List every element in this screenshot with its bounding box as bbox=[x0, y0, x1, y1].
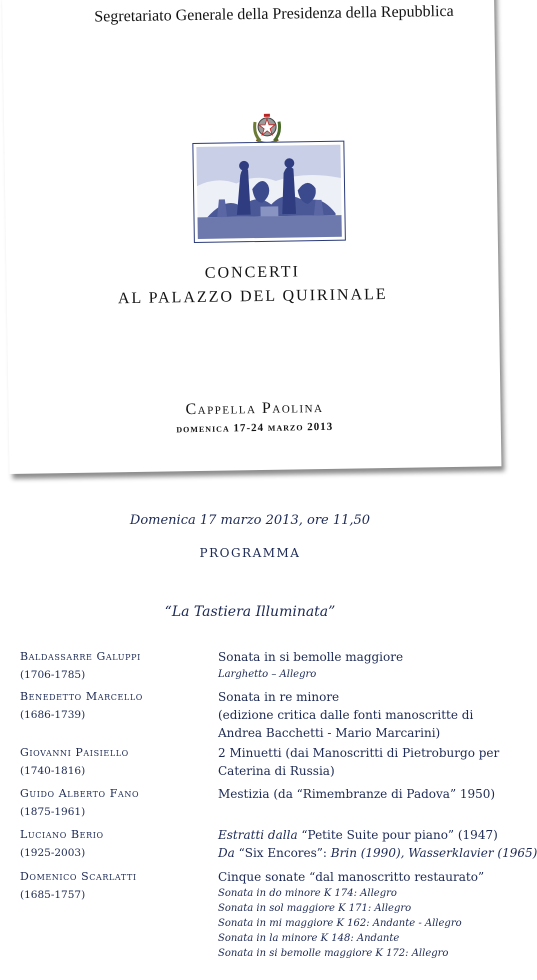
composer-name-text: Domenico Scarlatti bbox=[20, 870, 137, 883]
work-title: 2 Minuetti (dai Manoscritti di Pietroburgo per bbox=[218, 746, 500, 760]
composer-name-text: Luciano Berio bbox=[20, 828, 104, 841]
sonata-item: Sonata in si bemolle maggiore K 172: Allegro bbox=[218, 948, 449, 959]
work-movements: Larghetto – Allegro bbox=[218, 669, 317, 680]
composer-years: (1685-1757) bbox=[20, 889, 86, 901]
venue: Cappella Paolina bbox=[185, 399, 324, 419]
composer-name bbox=[20, 648, 210, 684]
work-title: Sonata in re minore bbox=[218, 690, 340, 704]
work-title bbox=[218, 826, 498, 844]
composer-years: (1925-2003) bbox=[20, 847, 86, 859]
concert-date: Domenica 17 marzo 2013, ore 11,50 bbox=[129, 513, 371, 528]
sonata-item: Sonata in mi maggiore K 162: Andante - Allegro bbox=[218, 918, 462, 929]
work-title: Sonata in si bemolle maggiore bbox=[218, 650, 404, 664]
work-title-italic: Brin (1990), Wasserklavier (1965) bbox=[330, 846, 537, 860]
composer-years: (1875-1961) bbox=[20, 806, 86, 818]
work-list bbox=[218, 785, 498, 803]
work-list bbox=[218, 826, 537, 862]
work-note: Caterina di Russia) bbox=[218, 764, 335, 778]
series-title-line-2: AL PALAZZO DEL QUIRINALE bbox=[117, 285, 388, 308]
work-list bbox=[218, 868, 498, 961]
concert-dates: domenica 17-24 marzo 2013 bbox=[176, 420, 334, 436]
dioscuri-engraving-icon bbox=[192, 141, 346, 243]
sonata-item: Sonata in do minore K 174: Allegro bbox=[218, 888, 397, 899]
work-title-roman: “Six Encores”: bbox=[234, 846, 331, 860]
series-title-line-1: CONCERTI bbox=[204, 263, 301, 282]
composer-name bbox=[20, 744, 210, 780]
institution-name: Segretariato Generale della Presidenza della Repubblica bbox=[94, 2, 454, 26]
composer-name-text: Giovanni Paisiello bbox=[20, 746, 129, 759]
work-title bbox=[218, 844, 537, 862]
work-list bbox=[218, 744, 498, 780]
work-note: Andrea Bacchetti - Mario Marcarini) bbox=[218, 726, 441, 740]
programme-heading: PROGRAMMA bbox=[199, 546, 301, 560]
sonata-item: Sonata in sol maggiore K 171: Allegro bbox=[218, 903, 412, 914]
composer-name-text: Guido Alberto Fano bbox=[20, 787, 140, 800]
work-title-roman: “Petite Suite pour piano” (1947) bbox=[297, 828, 498, 842]
sonata-item: Sonata in la minore K 148: Andante bbox=[218, 933, 400, 944]
work-note: (edizione critica dalle fonti manoscritte di bbox=[218, 708, 474, 722]
composer-name-text: Benedetto Marcello bbox=[20, 690, 143, 703]
work-title-italic: Da bbox=[218, 846, 235, 860]
composer-years: (1740-1816) bbox=[20, 765, 86, 777]
composer-name bbox=[20, 826, 210, 862]
composer-years: (1706-1785) bbox=[20, 669, 86, 681]
work-title: Cinque sonate “dal manoscritto restaurato” bbox=[218, 870, 485, 884]
work-title: Mestizia (da “Rimembranze di Padova” 1950) bbox=[218, 787, 496, 801]
work-list bbox=[218, 688, 498, 742]
programme-cover bbox=[2, 0, 501, 474]
composer-name bbox=[20, 688, 210, 724]
work-title-italic: Estratti dalla bbox=[218, 828, 298, 842]
programme-title: “La Tastiera Illuminata” bbox=[164, 604, 336, 620]
composer-years: (1686-1739) bbox=[20, 709, 86, 721]
work-list bbox=[218, 648, 498, 684]
composer-name-text: Baldassarre Galuppi bbox=[20, 650, 141, 663]
composer-name bbox=[20, 868, 210, 904]
composer-name bbox=[20, 785, 210, 821]
italian-republic-emblem-icon bbox=[252, 110, 283, 144]
